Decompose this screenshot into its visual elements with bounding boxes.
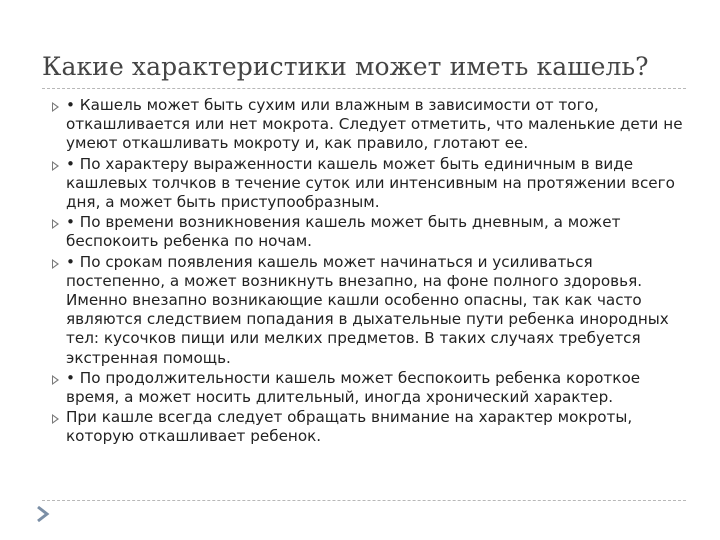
- chevron-right-icon[interactable]: [34, 505, 52, 523]
- triangle-arrow-icon: [52, 375, 59, 385]
- bullet-text: • По срокам появления кашель может начинаться и усиливаться постепенно, а может возникнуть внезапно, на фоне полного здоровья. Именно внезапно возникающие кашли особенно опасны, так как часто являются следствием попадания в дыхательные пути ребенка инородных тел: кусочков пищи или мелких предметов. В таких случаях требуется экстренная помощь.: [66, 252, 669, 367]
- bullet-text: • Кашель может быть сухим или влажным в зависимости от того, откашливается или нет мокрота. Следует отметить, что маленькие дети не умеют откашливать мокроту и, как правило, глотают ее.: [66, 96, 683, 153]
- triangle-arrow-icon: [52, 219, 59, 229]
- bullet-text: • По продолжительности кашель может беспокоить ребенка короткое время, а может носить длительный, иногда хронический характер.: [66, 368, 641, 407]
- slide-title: Какие характеристики может иметь кашель?: [42, 52, 649, 81]
- bullet-item: [52, 213, 692, 251]
- triangle-arrow-icon: [52, 102, 59, 112]
- triangle-arrow-icon: [52, 161, 59, 171]
- bullet-text: При кашле всегда следует обращать внимание на характер мокроты, которую откашливает ребенок.: [66, 408, 633, 446]
- title-divider: [42, 88, 686, 89]
- bullet-item: [52, 253, 692, 368]
- triangle-arrow-icon: [52, 259, 59, 269]
- bullet-list: [52, 96, 692, 448]
- bullet-item: [52, 408, 692, 446]
- triangle-arrow-icon: [52, 414, 59, 424]
- bullet-text: • По времени возникновения кашель может быть дневным, а может беспокоить ребенка по ночам.: [66, 213, 621, 251]
- bullet-text: • По характеру выраженности кашель может быть единичным в виде кашлевых толчков в течение суток или интенсивным на протяжении всего дня, а может быть приступообразным.: [66, 154, 675, 212]
- bullet-item: [52, 369, 692, 407]
- footer-divider: [42, 500, 686, 501]
- bullet-item: [52, 96, 692, 154]
- bullet-item: [52, 155, 692, 213]
